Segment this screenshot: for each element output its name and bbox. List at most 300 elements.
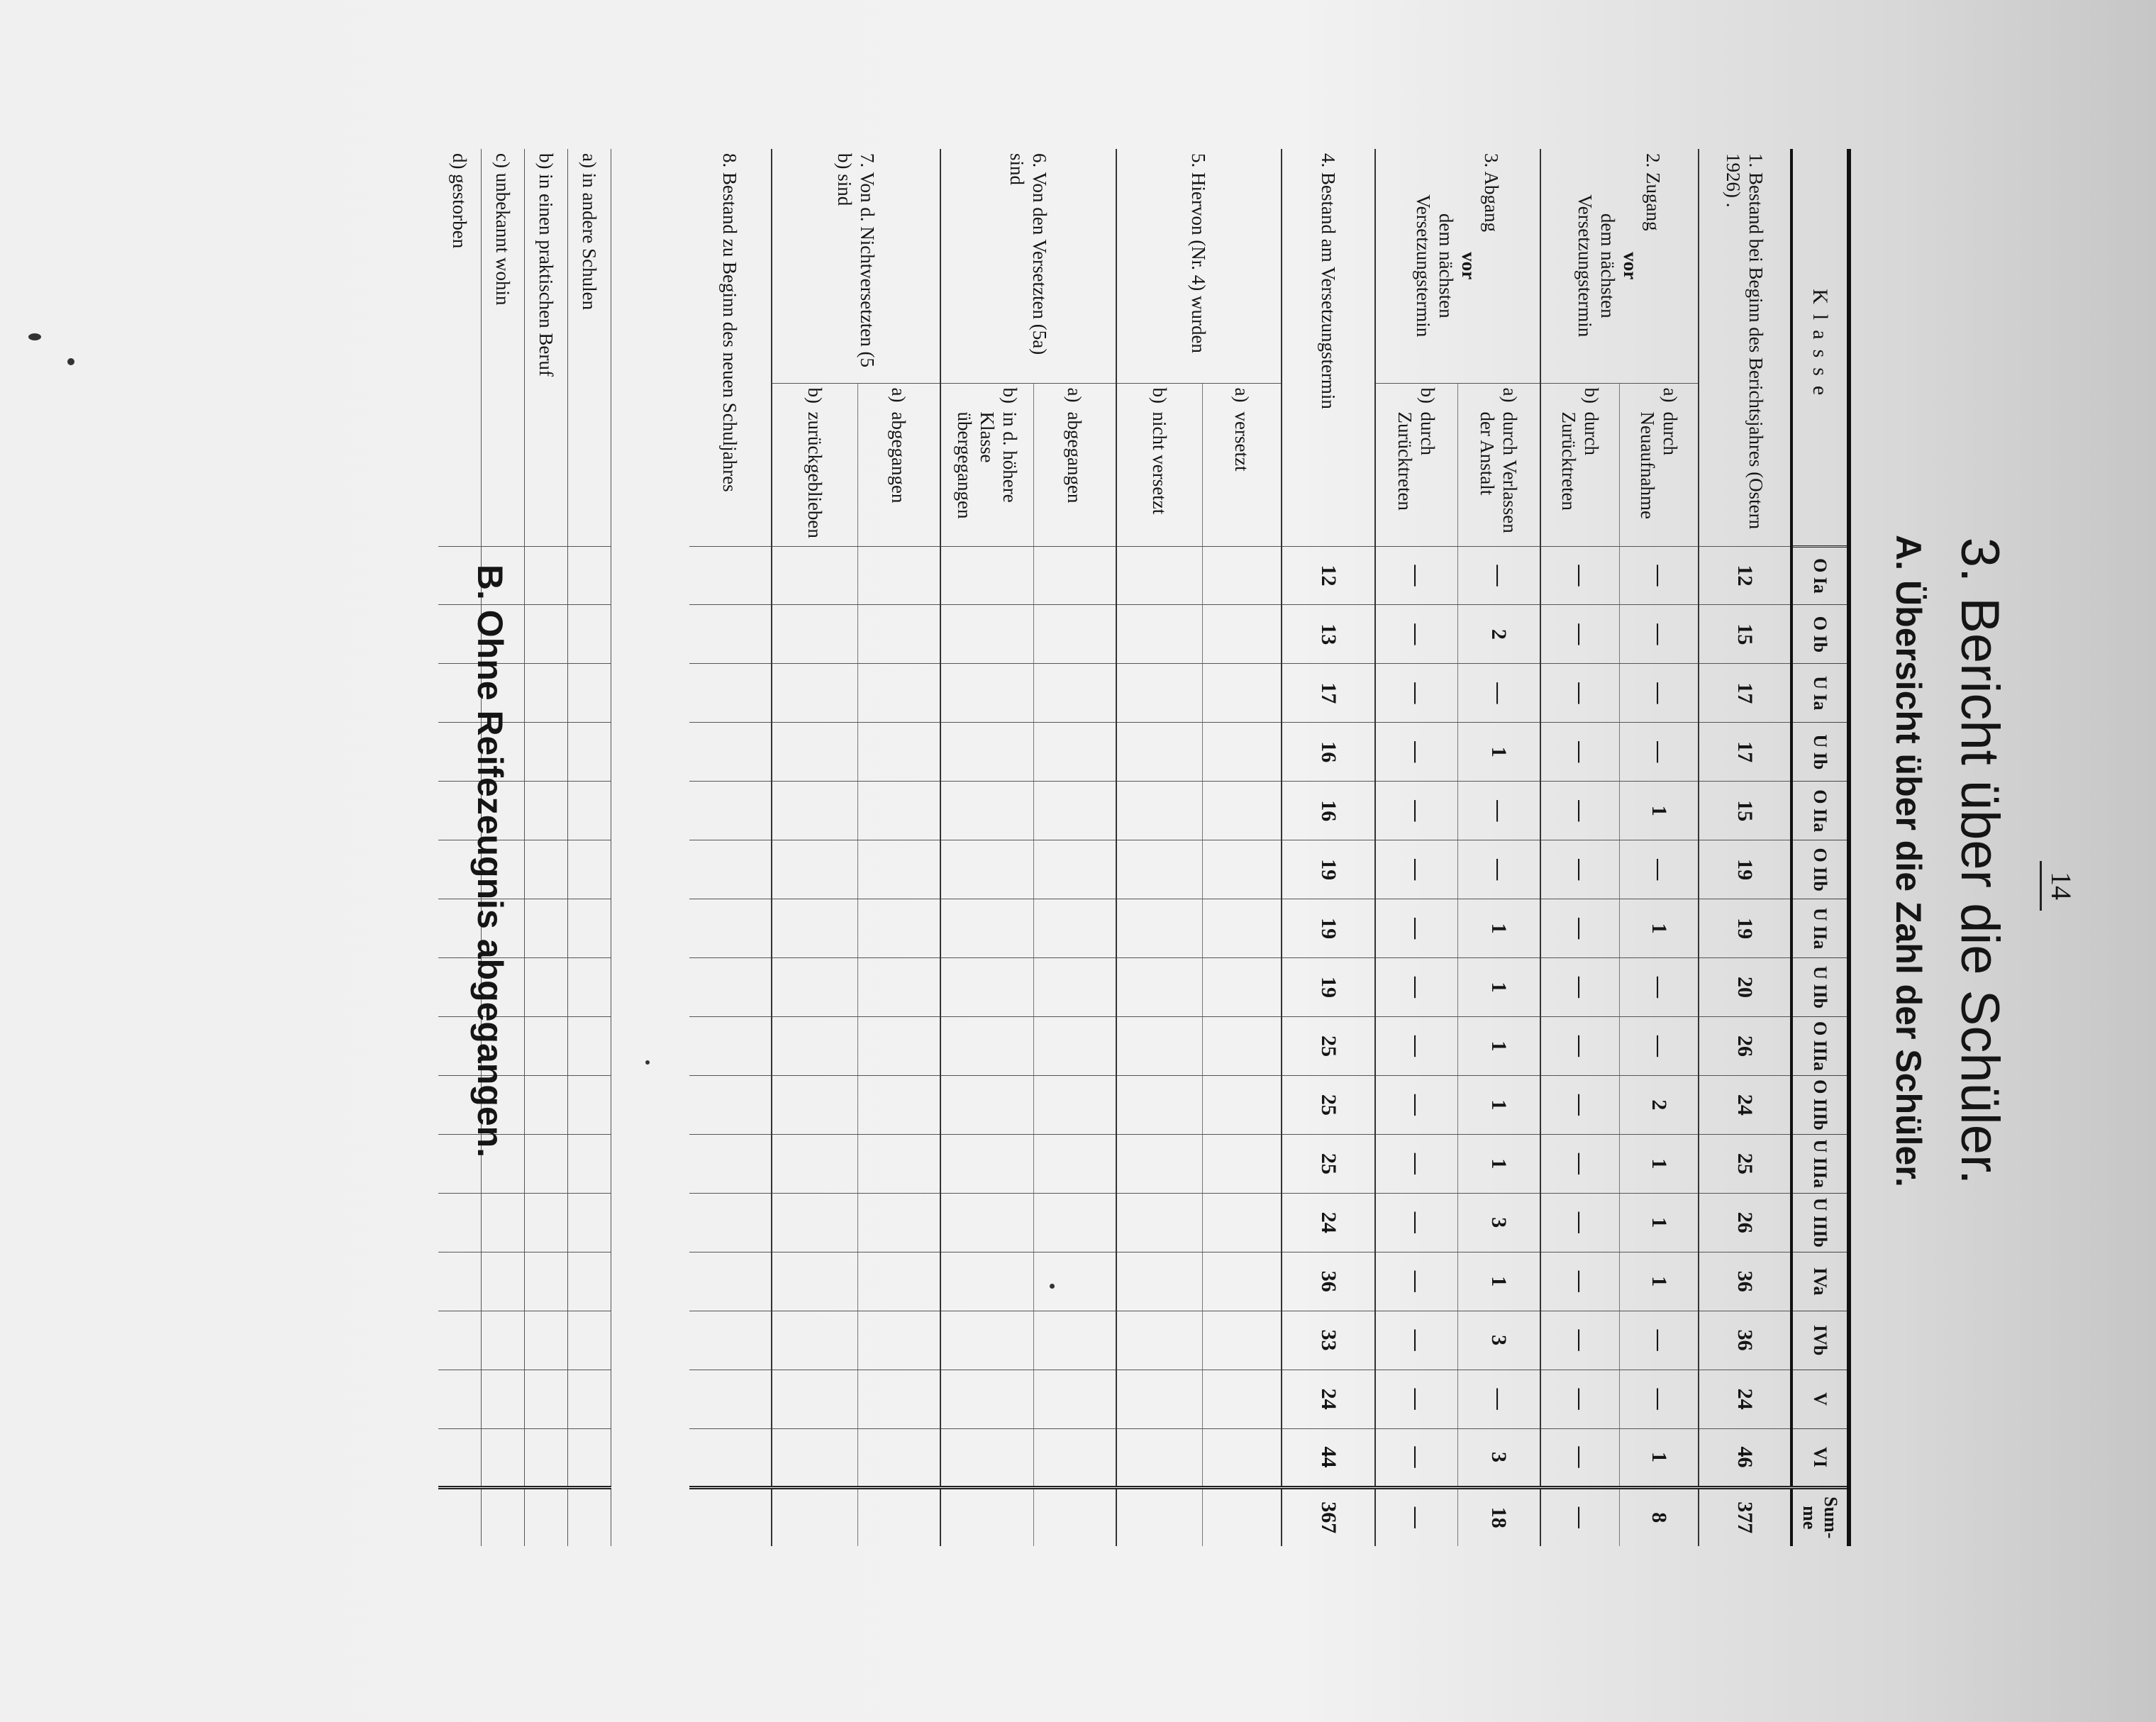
value-cell: 17: [1699, 664, 1791, 723]
value-cell: [1034, 782, 1117, 840]
value-cell: [940, 1311, 1034, 1370]
value-cell: [1116, 958, 1203, 1017]
value-cell: [858, 958, 941, 1017]
value-cell: —: [1540, 958, 1620, 1017]
section-b-title: B. Ohne Reifezeugnis abgegangen.: [470, 564, 510, 1158]
group-title-rest: dem nächsten Versetzungstermin: [1413, 194, 1457, 338]
pupil-statistics-table: [438, 149, 1851, 1546]
value-cell: [858, 1252, 941, 1311]
value-cell: —: [1458, 782, 1541, 840]
sub-text: zurückgeblieben: [804, 411, 826, 538]
value-cell: 24: [1282, 1370, 1375, 1428]
value-cell: [525, 782, 568, 840]
value-cell: —: [1540, 782, 1620, 840]
value-cell: 8: [1620, 1487, 1699, 1546]
table-row: [1699, 149, 1791, 1546]
group-label: [1540, 149, 1699, 383]
value-cell: 1: [1458, 723, 1541, 782]
value-cell: 3: [1458, 1193, 1541, 1252]
value-cell: [568, 1075, 611, 1134]
section-b-row-label: d) gestorben: [438, 149, 482, 546]
value-cell: [1116, 1134, 1203, 1193]
sub-label: [1230, 388, 1253, 542]
value-cell: —: [1375, 958, 1458, 1017]
value-cell: 1: [1620, 1193, 1699, 1252]
column-header: IVa: [1791, 1252, 1849, 1311]
value-cell: [568, 1428, 611, 1487]
value-cell: 2: [1458, 605, 1541, 664]
value-cell: —: [1540, 1075, 1620, 1134]
value-cell: 1: [1458, 958, 1541, 1017]
value-cell: [568, 546, 611, 605]
sub-text: in d. höhere Klasse übergegangen: [954, 411, 1021, 519]
value-cell: 18: [1458, 1487, 1541, 1546]
value-cell: [858, 782, 941, 840]
table-row: [568, 149, 611, 1546]
value-cell: [525, 1370, 568, 1428]
value-cell: [858, 546, 941, 605]
sub-text: durch Zurücktreten: [1394, 411, 1439, 511]
group-title-rest: dem nächsten Versetzungstermin: [1574, 194, 1619, 338]
sub-letter: a): [1064, 387, 1086, 403]
value-cell: [772, 958, 858, 1017]
value-cell: [1034, 1370, 1117, 1428]
value-cell: 46: [1699, 1428, 1791, 1487]
value-cell: 25: [1699, 1134, 1791, 1193]
value-cell: [1203, 899, 1282, 958]
value-cell: [940, 1017, 1034, 1076]
value-cell: 16: [1282, 782, 1375, 840]
value-cell: —: [1540, 1370, 1620, 1428]
main-title: 3. Bericht über die Schüler.: [1950, 537, 2010, 1185]
sub-letter: a): [1660, 387, 1681, 403]
value-cell: 377: [1699, 1487, 1791, 1546]
value-cell: [772, 1428, 858, 1487]
value-cell: —: [1620, 723, 1699, 782]
value-cell: [1203, 782, 1282, 840]
value-cell: [689, 546, 772, 605]
sub-label-cell: [1034, 383, 1117, 546]
value-cell: [1034, 1252, 1117, 1311]
value-cell: —: [1540, 1311, 1620, 1370]
column-header: U IIIb: [1791, 1193, 1849, 1252]
column-header: U Ib: [1791, 723, 1849, 782]
value-cell: [525, 840, 568, 899]
sub-letter: b): [804, 387, 826, 404]
value-cell: 1: [1620, 899, 1699, 958]
value-cell: [772, 1193, 858, 1252]
sub-label-cell: [1540, 383, 1620, 546]
value-cell: 17: [1699, 723, 1791, 782]
sub-text: abgegangen: [888, 411, 910, 504]
value-cell: 24: [1282, 1193, 1375, 1252]
value-cell: [772, 1487, 858, 1546]
value-cell: [568, 840, 611, 899]
value-cell: [1203, 546, 1282, 605]
value-cell: [525, 546, 568, 605]
value-cell: [689, 723, 772, 782]
value-cell: [1116, 899, 1203, 958]
value-cell: [525, 723, 568, 782]
value-cell: [1203, 664, 1282, 723]
value-cell: [689, 1487, 772, 1546]
value-cell: [940, 899, 1034, 958]
value-cell: [689, 1252, 772, 1311]
value-cell: 17: [1282, 664, 1375, 723]
value-cell: [1116, 664, 1203, 723]
value-cell: [568, 1134, 611, 1193]
value-cell: [689, 605, 772, 664]
value-cell: [568, 1017, 611, 1076]
value-cell: 1: [1458, 899, 1541, 958]
value-cell: [858, 664, 941, 723]
value-cell: [689, 1134, 772, 1193]
page-number: 14: [2040, 861, 2078, 911]
value-cell: [858, 1017, 941, 1076]
table-row: [1203, 149, 1282, 1546]
value-cell: 2: [1620, 1075, 1699, 1134]
value-cell: —: [1375, 1487, 1458, 1546]
value-cell: 15: [1699, 605, 1791, 664]
value-cell: [772, 723, 858, 782]
value-cell: [1203, 1075, 1282, 1134]
value-cell: [568, 899, 611, 958]
value-cell: [772, 840, 858, 899]
value-cell: [525, 1428, 568, 1487]
value-cell: 19: [1699, 899, 1791, 958]
sub-letter: b): [999, 387, 1021, 404]
header-klasse: Klasse: [1791, 149, 1849, 546]
value-cell: [1203, 958, 1282, 1017]
group-vor: vor: [1458, 252, 1480, 280]
value-cell: [1116, 605, 1203, 664]
value-cell: [940, 1428, 1034, 1487]
sub-text: nicht versetzt: [1149, 411, 1170, 515]
value-cell: [1116, 723, 1203, 782]
value-cell: [568, 1487, 611, 1546]
value-cell: [1116, 1075, 1203, 1134]
value-cell: [858, 723, 941, 782]
value-cell: [525, 1017, 568, 1076]
sub-label-cell: [1203, 383, 1282, 546]
value-cell: [525, 664, 568, 723]
value-cell: 12: [1282, 546, 1375, 605]
value-cell: [1203, 723, 1282, 782]
value-cell: —: [1540, 723, 1620, 782]
column-header: U Ia: [1791, 664, 1849, 723]
value-cell: [1116, 1311, 1203, 1370]
sub-label-cell: [1458, 383, 1541, 546]
column-header: O IIb: [1791, 840, 1849, 899]
value-cell: [858, 1075, 941, 1134]
value-cell: [1034, 1487, 1117, 1546]
value-cell: [1034, 899, 1117, 958]
value-cell: 19: [1699, 840, 1791, 899]
group-title: 7. Von d. Nichtversetzten (5 b) sind: [834, 153, 878, 367]
value-cell: 24: [1699, 1370, 1791, 1428]
value-cell: 367: [1282, 1487, 1375, 1546]
value-cell: [940, 1252, 1034, 1311]
value-cell: 25: [1282, 1075, 1375, 1134]
table-spacer: [611, 149, 690, 1546]
table-row: [1620, 149, 1699, 1546]
value-cell: [568, 664, 611, 723]
value-cell: [1116, 1370, 1203, 1428]
value-cell: 13: [1282, 605, 1375, 664]
group-title: 3. Abgang: [1481, 153, 1503, 232]
value-cell: 19: [1282, 840, 1375, 899]
column-header: O IIa: [1791, 782, 1849, 840]
value-cell: [1203, 605, 1282, 664]
value-cell: —: [1458, 840, 1541, 899]
sub-text: abgegangen: [1064, 411, 1086, 504]
value-cell: [1034, 840, 1117, 899]
value-cell: 26: [1699, 1017, 1791, 1076]
value-cell: —: [1620, 958, 1699, 1017]
value-cell: 3: [1458, 1311, 1541, 1370]
value-cell: [1116, 1428, 1203, 1487]
value-cell: 19: [1282, 899, 1375, 958]
value-cell: [858, 1428, 941, 1487]
value-cell: [568, 605, 611, 664]
value-cell: 26: [1699, 1193, 1791, 1252]
value-cell: [568, 723, 611, 782]
sub-label: [1557, 388, 1603, 542]
sub-label-cell: [1375, 383, 1458, 546]
value-cell: —: [1540, 1487, 1620, 1546]
value-cell: [1034, 1075, 1117, 1134]
value-cell: [525, 899, 568, 958]
value-cell: 1: [1620, 1134, 1699, 1193]
column-header: U IIa: [1791, 899, 1849, 958]
value-cell: [858, 1487, 941, 1546]
value-cell: —: [1375, 1311, 1458, 1370]
column-header-summe: Sum-me: [1791, 1487, 1849, 1546]
value-cell: —: [1375, 1428, 1458, 1487]
sub-label-cell: [1116, 383, 1203, 546]
value-cell: [1116, 546, 1203, 605]
value-cell: —: [1375, 664, 1458, 723]
value-cell: [568, 1193, 611, 1252]
value-cell: 25: [1282, 1017, 1375, 1076]
value-cell: —: [1620, 1311, 1699, 1370]
value-cell: [689, 664, 772, 723]
value-cell: —: [1540, 1252, 1620, 1311]
sub-label: [1636, 388, 1682, 542]
value-cell: [1116, 782, 1203, 840]
value-cell: [525, 1252, 568, 1311]
value-cell: [858, 899, 941, 958]
value-cell: [940, 840, 1034, 899]
value-cell: [772, 546, 858, 605]
value-cell: [772, 605, 858, 664]
column-header: U IIb: [1791, 958, 1849, 1017]
value-cell: [1034, 664, 1117, 723]
value-cell: [940, 546, 1034, 605]
sub-letter: a): [1499, 387, 1521, 403]
sub-label: [1394, 388, 1440, 542]
column-header: O Ia: [1791, 546, 1849, 605]
table-row: [525, 149, 568, 1546]
value-cell: —: [1620, 1017, 1699, 1076]
sub-label-cell: [858, 383, 941, 546]
value-cell: [1203, 1252, 1282, 1311]
value-cell: [772, 1370, 858, 1428]
value-cell: —: [1540, 1134, 1620, 1193]
sub-label: [1148, 388, 1171, 542]
sub-text: durch Verlassen der Anstalt: [1477, 411, 1521, 533]
value-cell: —: [1375, 1075, 1458, 1134]
value-cell: [1034, 1134, 1117, 1193]
section-a-title: A. Übersicht über die Zahl der Schüler.: [1889, 535, 1928, 1187]
group-label: [940, 149, 1116, 383]
value-cell: —: [1375, 1134, 1458, 1193]
value-cell: [772, 1252, 858, 1311]
group-vor: vor: [1620, 252, 1642, 280]
group-label: [772, 149, 940, 383]
group-title: 2. Zugang: [1643, 153, 1665, 231]
value-cell: 1: [1458, 1075, 1541, 1134]
value-cell: —: [1375, 840, 1458, 899]
value-cell: [1034, 546, 1117, 605]
statistics-body: [438, 149, 1791, 1546]
value-cell: —: [1540, 1428, 1620, 1487]
value-cell: [1116, 1487, 1203, 1546]
column-header: VI: [1791, 1428, 1849, 1487]
value-cell: [1116, 1193, 1203, 1252]
value-cell: [525, 1311, 568, 1370]
value-cell: —: [1375, 1193, 1458, 1252]
sub-label-cell: [772, 383, 858, 546]
section-b-row-label: c) unbekannt wohin: [482, 149, 525, 546]
value-cell: [1203, 1370, 1282, 1428]
value-cell: [772, 899, 858, 958]
value-cell: [1203, 1487, 1282, 1546]
value-cell: [568, 1252, 611, 1311]
value-cell: —: [1540, 840, 1620, 899]
value-cell: —: [1458, 546, 1541, 605]
value-cell: [689, 1193, 772, 1252]
value-cell: [525, 1134, 568, 1193]
value-cell: —: [1540, 664, 1620, 723]
value-cell: —: [1458, 664, 1541, 723]
value-cell: [1034, 1017, 1117, 1076]
value-cell: [568, 958, 611, 1017]
group-label: [1116, 149, 1282, 383]
value-cell: 20: [1699, 958, 1791, 1017]
value-cell: [525, 1193, 568, 1252]
value-cell: [1034, 1311, 1117, 1370]
header-row: [1791, 149, 1849, 1546]
value-cell: [568, 782, 611, 840]
value-cell: [1203, 1134, 1282, 1193]
value-cell: 1: [1458, 1134, 1541, 1193]
sub-label: [804, 388, 826, 542]
value-cell: [525, 605, 568, 664]
value-cell: —: [1620, 840, 1699, 899]
value-cell: [1203, 1428, 1282, 1487]
column-header: O IIIb: [1791, 1075, 1849, 1134]
section-b-row-label: a) in andere Schulen: [568, 149, 611, 546]
column-header: V: [1791, 1370, 1849, 1428]
value-cell: [940, 782, 1034, 840]
value-cell: 44: [1282, 1428, 1375, 1487]
value-cell: —: [1540, 899, 1620, 958]
value-cell: —: [1375, 782, 1458, 840]
value-cell: 25: [1282, 1134, 1375, 1193]
value-cell: 33: [1282, 1311, 1375, 1370]
value-cell: —: [1375, 1017, 1458, 1076]
value-cell: [858, 1370, 941, 1428]
value-cell: [1034, 723, 1117, 782]
table-row: [858, 149, 941, 1546]
sub-label-cell: [940, 383, 1034, 546]
value-cell: —: [1540, 546, 1620, 605]
value-cell: [689, 899, 772, 958]
value-cell: —: [1375, 546, 1458, 605]
value-cell: —: [1375, 1370, 1458, 1428]
value-cell: [689, 1428, 772, 1487]
sub-letter: b): [1581, 387, 1602, 404]
value-cell: [689, 1311, 772, 1370]
value-cell: [940, 1134, 1034, 1193]
value-cell: 36: [1699, 1311, 1791, 1370]
value-cell: [940, 1075, 1034, 1134]
value-cell: [772, 1075, 858, 1134]
value-cell: [772, 1134, 858, 1193]
value-cell: [689, 1017, 772, 1076]
value-cell: [568, 1370, 611, 1428]
sub-text: versetzt: [1231, 411, 1252, 472]
value-cell: [858, 1311, 941, 1370]
value-cell: —: [1620, 1370, 1699, 1428]
sub-label: [1064, 388, 1087, 542]
value-cell: [858, 840, 941, 899]
group-label: [1375, 149, 1540, 383]
value-cell: 36: [1699, 1252, 1791, 1311]
value-cell: [940, 1193, 1034, 1252]
value-cell: [689, 782, 772, 840]
sub-letter: a): [888, 387, 910, 403]
value-cell: 1: [1458, 1017, 1541, 1076]
group-title: 6. Von den Versetzten (5a) sind: [1006, 153, 1050, 355]
section-b-row-label: b) in einen praktischen Beruf: [525, 149, 568, 546]
value-cell: —: [1375, 1252, 1458, 1311]
value-cell: —: [1540, 1017, 1620, 1076]
value-cell: 16: [1282, 723, 1375, 782]
value-cell: 1: [1458, 1252, 1541, 1311]
value-cell: [1203, 840, 1282, 899]
value-cell: [525, 1487, 568, 1546]
value-cell: 3: [1458, 1428, 1541, 1487]
value-cell: [772, 1017, 858, 1076]
sub-text: durch Neuaufnahme: [1637, 411, 1681, 519]
column-header: O IIIa: [1791, 1017, 1849, 1076]
table-row: [1282, 149, 1375, 1546]
value-cell: [1116, 1017, 1203, 1076]
value-cell: —: [1620, 664, 1699, 723]
value-cell: [568, 1311, 611, 1370]
value-cell: [525, 958, 568, 1017]
sub-letter: a): [1231, 387, 1252, 403]
value-cell: 1: [1620, 1252, 1699, 1311]
value-cell: [525, 1075, 568, 1134]
value-cell: [940, 605, 1034, 664]
sub-label: [953, 388, 1021, 542]
value-cell: [772, 782, 858, 840]
value-cell: [772, 1311, 858, 1370]
value-cell: 36: [1282, 1252, 1375, 1311]
